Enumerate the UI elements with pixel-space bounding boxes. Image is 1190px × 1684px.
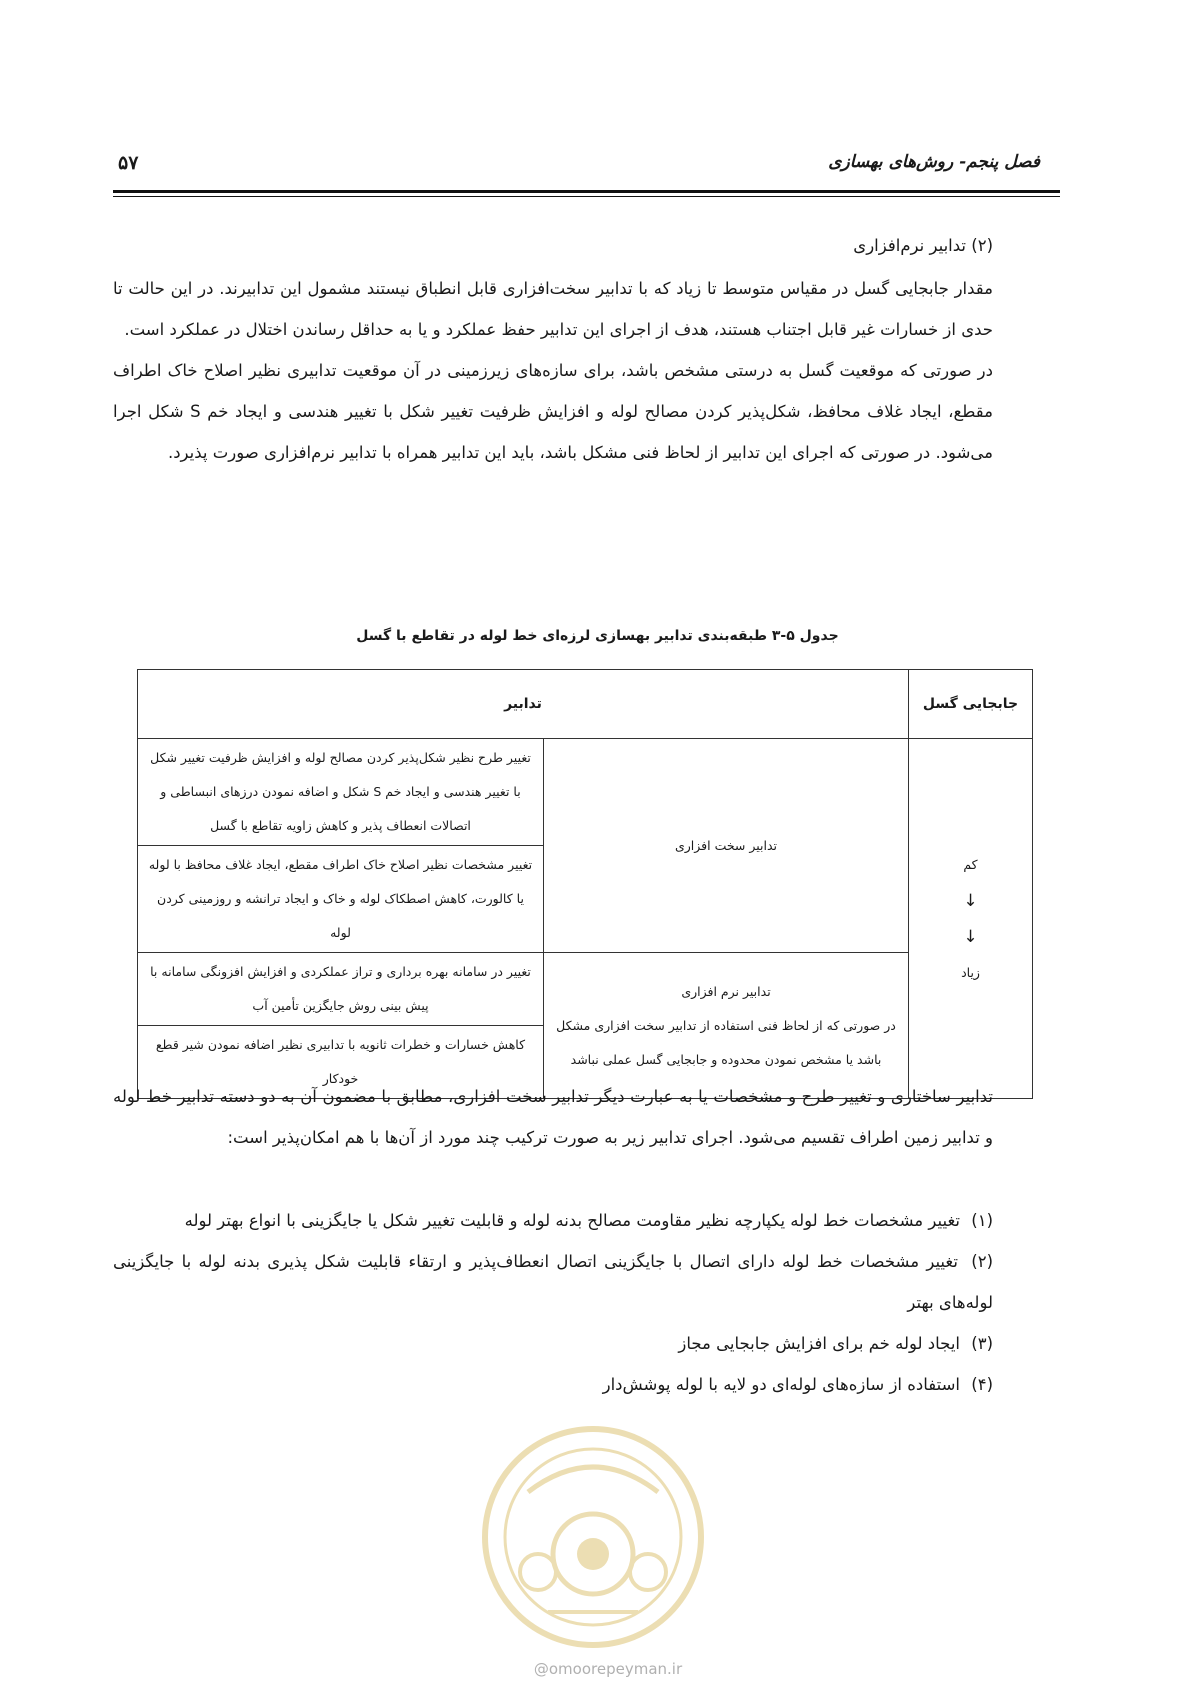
- list-item: [113, 1200, 993, 1241]
- list-item-text: تغییر مشخصات خط لوله دارای اتصال با جایگزینی اتصال انعطاف‌پذیر و ارتقاء قابلیت شکل پذیری بدنه لوله با جایگزینی لوله‌های بهتر: [113, 1252, 993, 1312]
- numbered-list: [113, 1200, 993, 1405]
- header-rule-thick: [113, 190, 1060, 193]
- fault-shift-cell: [909, 739, 1033, 1099]
- after-table-body: [113, 1076, 993, 1158]
- paragraph-1: مقدار جابجایی گسل در مقیاس متوسط تا زیاد که با تدابیر سخت‌افزاری قابل انطباق نیستند مشمول این تدابیرند. در این حالت تا حدی از خسارات غیر قابل اجتناب هستند، هدف از اجرای این تدابیر حفظ عملکرد و یا به حداقل رساندن اختلال در عملکرد است.: [113, 279, 993, 339]
- page-number: ۵۷: [118, 152, 139, 174]
- header-rule-thin: [113, 196, 1060, 197]
- header-fault-shift: جابجایی گسل: [909, 670, 1033, 739]
- hardware-detail-specs: تغییر مشخصات نظیر اصلاح خاک اطراف مقطع، ایجاد غلاف محافظ با لوله یا کالورت، کاهش اصطکاک لوله و خاک و ایجاد ترانشه و روزمینی کردن لوله: [138, 846, 544, 953]
- table-row: [138, 953, 1033, 1026]
- watermark-url: @omoorepeyman.ir: [533, 1660, 683, 1678]
- list-item: [113, 1241, 993, 1323]
- list-item-number: (۴): [971, 1375, 993, 1394]
- arrow-down-icon: ↓: [963, 890, 978, 911]
- software-detail-secondary: کاهش خسارات و خطرات ثانویه با تدابیری نظیر اضافه نمودن شیر قطع خودکار: [138, 1026, 544, 1099]
- table-caption: جدول ۵-۳ طبقه‌بندی تدابیر بهسازی لرزه‌ای خط لوله در تقاطع با گسل: [356, 628, 839, 644]
- after-table-paragraph: تدابیر ساختاری و تغییر طرح و مشخصات یا به عبارت دیگر تدابیر سخت افزاری، مطابق با مضمون آن به دو دسته تدابیر خط لوله و تدابیر زمین اطراف تقسیم می‌شود. اجرای تدابیر زیر به صورت ترکیب چند مورد از آن‌ها با هم امکان‌پذیر است:: [113, 1087, 993, 1147]
- header-measures: تدابیر: [138, 670, 909, 739]
- table-header-row: [138, 670, 1033, 739]
- measures-table: [137, 669, 1033, 1099]
- software-measures-label: تدابیر نرم افزاری: [681, 983, 771, 999]
- paragraph-2: در صورتی که موقعیت گسل به درستی مشخص باشد، برای سازه‌های زیرزمینی در آن موقعیت تدابیری نظیر اصلاح خاک اطراف مقطع، ایجاد غلاف محافظ، شکل‌پذیر کردن مصالح لوله و افزایش ظرفیت تغییر شکل با تغییر هندسی و ایجاد خم S شکل اجرا می‌شود. در صورتی که اجرای این تدابیر از لحاظ فنی مشکل باشد، باید این تدابیر همراه با تدابیر نرم‌افزاری صورت پذیرد.: [113, 361, 993, 462]
- list-item: [113, 1364, 993, 1405]
- list-item: [113, 1323, 993, 1364]
- watermark-seal-icon: [478, 1422, 708, 1652]
- section-body: [113, 268, 993, 473]
- table-row: [138, 739, 1033, 846]
- list-item-number: (۲): [971, 1252, 993, 1271]
- measures-table-wrapper: [137, 669, 1033, 1099]
- chapter-title: فصل پنجم- روش‌های بهسازی: [828, 152, 1040, 172]
- section-heading: (۲) تدابیر نرم‌افزاری: [853, 236, 993, 255]
- shift-high-label: زیاد: [961, 964, 980, 980]
- fault-shift-scale: [915, 847, 1026, 991]
- hardware-detail-design: تغییر طرح نظیر شکل‌پذیر کردن مصالح لوله و افزایش ظرفیت تغییر شکل با تغییر هندسی و ایجاد خم S شکل و اضافه نمودن درزهای انبساطی و اتصالات انعطاف پذیر و کاهش زاویه تقاطع با گسل: [138, 739, 544, 846]
- shift-low-label: کم: [963, 856, 978, 872]
- software-measures-note: در صورتی که از لحاظ فنی استفاده از تدابیر سخت افزاری مشکل باشد یا مشخص نمودن محدوده و جابجایی گسل عملی نباشد: [556, 1017, 896, 1067]
- arrow-down-icon: ↓: [963, 926, 978, 947]
- software-detail-operation: تغییر در سامانه بهره برداری و تراز عملکردی و افزایش افزونگی سامانه با پیش بینی روش جایگزین تأمین آب: [138, 953, 544, 1026]
- hardware-measures-label: تدابیر سخت افزاری: [544, 739, 909, 953]
- list-item-number: (۱): [971, 1211, 993, 1230]
- list-item-text: استفاده از سازه‌های لوله‌ای دو لایه با لوله پوشش‌دار: [602, 1375, 960, 1394]
- list-item-number: (۳): [971, 1334, 993, 1353]
- list-item-text: تغییر مشخصات خط لوله یکپارچه نظیر مقاومت مصالح بدنه لوله و قابلیت تغییر شکل یا جایگزینی با انواع بهتر لوله: [184, 1211, 960, 1230]
- list-item-text: ایجاد لوله خم برای افزایش جابجایی مجاز: [678, 1334, 960, 1353]
